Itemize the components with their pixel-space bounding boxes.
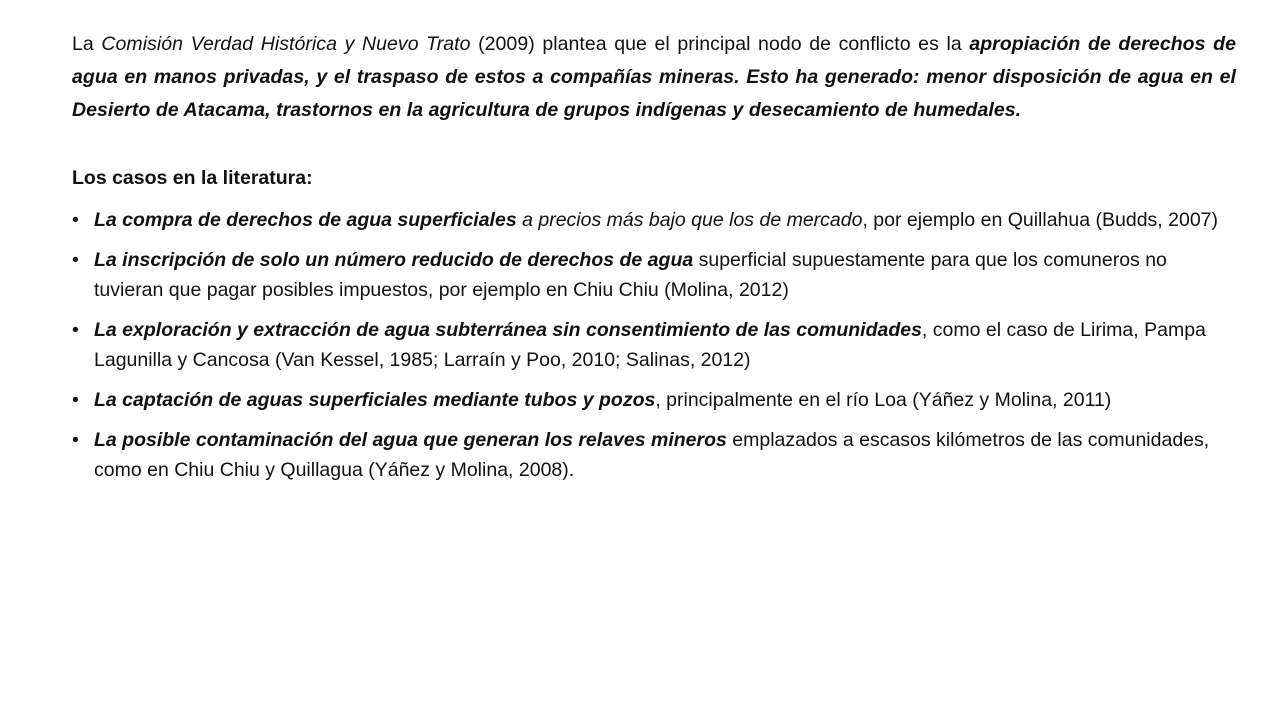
case-lead: La captación de aguas superficiales mediante tubos y pozos — [94, 389, 656, 411]
section-title: Los casos en la literatura: — [72, 167, 313, 189]
cases-list — [72, 205, 1236, 485]
list-item — [72, 205, 1224, 235]
case-rest: , como el caso de Lirima, Pampa Lagunilla y Cancosa (Van Kessel, 1985; Larraín y Poo, 2010; Salinas, 2012) — [94, 319, 1206, 371]
bullet-icon: • — [72, 319, 79, 341]
case-rest: emplazados a escasos kilómetros de las comunidades, como en Chiu Chiu y Quillagua (Yáñez y Molina, 2008). — [94, 429, 1210, 481]
intro-emphasis: apropiación de derechos de agua en manos privadas, y el traspaso de estos a compañías mineras. Esto ha generado: menor disposición de agua en el Desierto de Atacama, trastornos en la agricultura de grupos indígenas y desecamiento de humedales. — [72, 33, 1236, 121]
case-lead: La posible contaminación del agua que generan los relaves mineros — [94, 429, 727, 451]
case-rest: superficial supuestamente para que los comuneros no tuvieran que pagar posibles impuestos, por ejemplo en Chiu Chiu (Molina, 2012) — [94, 249, 1167, 301]
case-lead: La compra de derechos de agua superficiales — [94, 209, 517, 231]
intro-text-start: La — [72, 33, 102, 55]
bullet-icon: • — [72, 389, 79, 411]
list-item — [72, 245, 1224, 305]
list-item — [72, 385, 1224, 415]
bullet-icon: • — [72, 209, 79, 231]
list-item — [72, 315, 1224, 375]
bullet-icon: • — [72, 429, 79, 451]
list-item — [72, 425, 1224, 485]
case-lead: La exploración y extracción de agua subterránea sin consentimiento de las comunidades — [94, 319, 922, 341]
case-rest: , principalmente en el río Loa (Yáñez y Molina, 2011) — [655, 389, 1112, 411]
intro-paragraph — [72, 28, 1236, 127]
commission-name: Comisión Verdad Histórica y Nuevo Trato — [101, 33, 471, 55]
case-italic: a precios más bajo que los de mercado — [516, 209, 863, 231]
case-lead: La inscripción de solo un número reducido de derechos de agua — [94, 249, 694, 271]
bullet-icon: • — [72, 249, 79, 271]
case-rest: , por ejemplo en Quillahua (Budds, 2007) — [862, 209, 1219, 231]
slide-content — [72, 28, 1236, 495]
intro-text-middle: (2009) plantea que el principal nodo de conflicto es la — [470, 33, 970, 55]
